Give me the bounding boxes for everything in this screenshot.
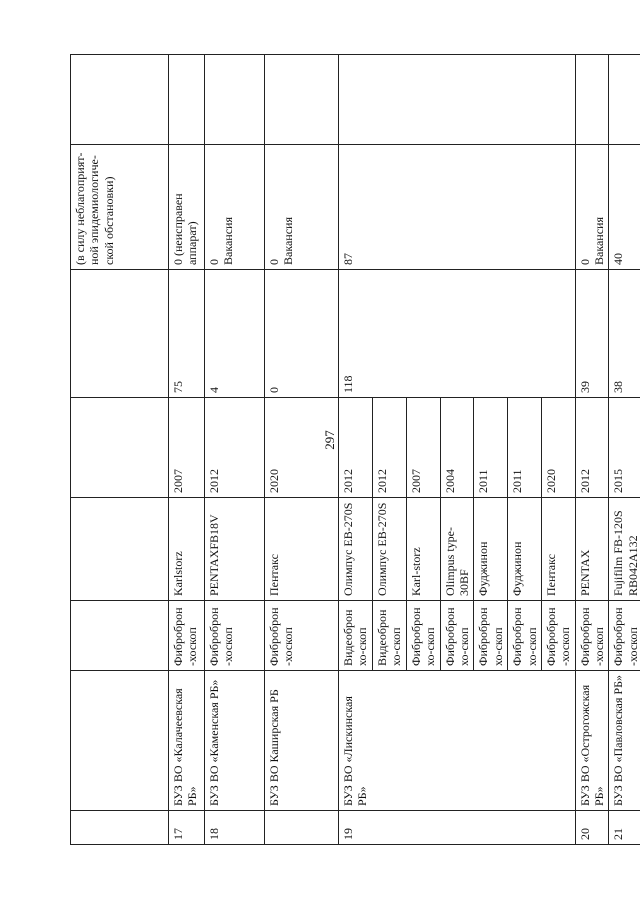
cell-extra — [575, 55, 609, 145]
device-type: Фиброброн-хоскоп — [205, 601, 265, 671]
device-type: Видеобронхо-скоп — [373, 601, 407, 671]
row-number: 17 — [169, 811, 205, 845]
device-type: Фибробронхо-скоп — [508, 601, 542, 671]
row-number: 19 — [339, 811, 576, 845]
device-type: Фибробронхо-скоп — [440, 601, 474, 671]
result-note: Вакансия — [221, 217, 236, 265]
device-model: PENTAXFB18V — [205, 498, 265, 601]
count-value: 4 — [205, 270, 265, 398]
device-model: Олимпус ЕВ-270S — [339, 498, 373, 601]
table-row — [169, 55, 205, 845]
device-model: Fujifilm FB-120S RB042A132 — [609, 498, 640, 601]
org-name: БУЗ ВО «Острогожская РБ» — [575, 671, 609, 811]
table-row-top — [71, 55, 169, 845]
result-cell — [265, 145, 339, 270]
device-type: Фиброброн-хоскоп — [575, 601, 609, 671]
cell-empty-year — [71, 398, 169, 498]
device-type: Фибробронхо-скоп — [474, 601, 508, 671]
page-number: 297 — [322, 430, 337, 450]
org-name: БУЗ ВО «Калачеевская РБ» — [169, 671, 205, 811]
rotated-table-wrapper — [70, 55, 640, 845]
cell-extra — [339, 55, 576, 145]
equipment-table — [70, 54, 640, 845]
device-type: Фиброброн-хоскоп — [541, 601, 575, 671]
device-year: 2007 — [169, 398, 205, 498]
result-value: 0 (неисправен аппарат) — [169, 145, 205, 270]
device-model: Karlstorz — [169, 498, 205, 601]
device-model: Пентакс — [541, 498, 575, 601]
table-row — [205, 55, 265, 845]
device-year: 2011 — [474, 398, 508, 498]
cell-empty-count — [71, 270, 169, 398]
cell-empty-extra — [71, 55, 169, 145]
device-model: PENTAX — [575, 498, 609, 601]
device-year: 2012 — [339, 398, 373, 498]
row-number — [265, 811, 339, 845]
cell-note: (в силу неблагоприят-ной эпидемиологиче-ской обстановки) — [71, 145, 169, 270]
device-year: 2007 — [406, 398, 440, 498]
device-type: Фиброброн-хоскоп — [169, 601, 205, 671]
cell-extra — [609, 55, 640, 145]
result-cell — [205, 145, 265, 270]
device-year: 2015 — [609, 398, 640, 498]
device-model: Пентакс — [265, 498, 339, 601]
result-value: 0 — [267, 259, 281, 265]
org-name: БУЗ ВО «Лискинская РБ» — [339, 671, 576, 811]
device-year: 2011 — [508, 398, 542, 498]
result-value: 87 — [339, 145, 576, 270]
result-value: 0 — [577, 259, 592, 265]
device-type: Фиброброн-хоскоп — [265, 601, 339, 671]
result-value: 40 — [609, 145, 640, 270]
device-year: 2004 — [440, 398, 474, 498]
device-model: Olimpus type-30BF — [440, 498, 474, 601]
org-name: БУЗ ВО Каширская РБ — [265, 671, 339, 811]
device-year: 2020 — [265, 398, 339, 498]
cell-extra — [205, 55, 265, 145]
cell-extra — [265, 55, 339, 145]
device-type: Видеобронхо-скоп — [339, 601, 373, 671]
row-number: 20 — [575, 811, 609, 845]
count-value: 118 — [339, 270, 576, 398]
device-year: 2012 — [575, 398, 609, 498]
org-name: БУЗ ВО «Павловская РБ» — [609, 671, 640, 811]
table-row — [609, 55, 640, 845]
table-row — [265, 55, 339, 845]
count-value: 75 — [169, 270, 205, 398]
org-name: БУЗ ВО «Каменская РБ» — [205, 671, 265, 811]
row-number: 21 — [609, 811, 640, 845]
cell-empty-org — [71, 671, 169, 811]
result-cell — [575, 145, 609, 270]
cell-empty-type — [71, 601, 169, 671]
result-value: 0 — [207, 259, 221, 265]
device-type: Фибробронхо-скоп — [406, 601, 440, 671]
result-note: Вакансия — [281, 217, 296, 265]
table-row — [575, 55, 609, 845]
cell-empty-num — [71, 811, 169, 845]
device-model: Фуджинон — [508, 498, 542, 601]
device-year: 2012 — [373, 398, 407, 498]
device-type: Фиброброн-хоскоп — [609, 601, 640, 671]
device-year: 2020 — [541, 398, 575, 498]
device-model: Karl-storz — [406, 498, 440, 601]
count-value: 39 — [575, 270, 609, 398]
table-row — [339, 55, 373, 845]
device-year: 2012 — [205, 398, 265, 498]
device-model: Олимпус ЕВ-270S — [373, 498, 407, 601]
result-note: Вакансия — [592, 217, 607, 265]
cell-extra — [169, 55, 205, 145]
device-model: Фуджинон — [474, 498, 508, 601]
count-value: 0 — [265, 270, 339, 398]
cell-empty-model — [71, 498, 169, 601]
row-number: 18 — [205, 811, 265, 845]
count-value: 38 — [609, 270, 640, 398]
